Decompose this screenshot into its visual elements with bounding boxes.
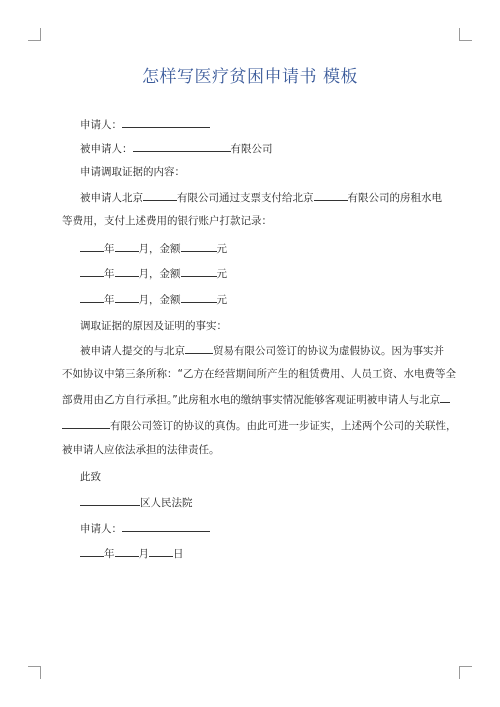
court-suffix: 区人民法院 bbox=[140, 497, 193, 509]
document-title: 怎样写医疗贫困申请书 模板 bbox=[142, 67, 358, 87]
record-year-blank bbox=[80, 241, 104, 252]
paragraph2-line5: 被申请人应依法承担的法律责任。 bbox=[62, 444, 220, 456]
record-month-blank bbox=[115, 241, 139, 252]
respondent-label: 被申请人： bbox=[80, 143, 133, 155]
date-day-blank bbox=[149, 546, 173, 557]
signature-applicant-line bbox=[80, 521, 210, 536]
respondent-suffix: 有限公司 bbox=[230, 143, 273, 155]
date-month-blank bbox=[115, 546, 139, 557]
p2-text-b: 贸易有限公司签订的协议为虚假协议。因为事实并 bbox=[213, 345, 444, 357]
p1-text-c: 有限公司的房租水电 bbox=[347, 192, 442, 204]
evidence-heading: 申请调取证据的内容： bbox=[80, 166, 185, 178]
paragraph2-line2: 不如协议中第三条所称：“乙方在经营期间所产生的租赁费用、人员工资、水电费等全 bbox=[62, 368, 456, 380]
p1-blank-2 bbox=[314, 190, 348, 201]
p2-blank-1 bbox=[185, 343, 213, 354]
record-yuan-label: 元 bbox=[216, 243, 227, 255]
paragraph2-line3 bbox=[62, 392, 450, 407]
p1-text-a: 被申请人北京 bbox=[80, 192, 143, 204]
record-yuan-label: 元 bbox=[216, 268, 227, 280]
applicant-blank bbox=[122, 117, 210, 128]
record-amount-blank bbox=[181, 266, 217, 277]
date-line bbox=[80, 546, 184, 561]
p1-blank-1 bbox=[143, 190, 177, 201]
payment-record-3 bbox=[80, 292, 227, 307]
corner-mark-bottom-right bbox=[459, 666, 472, 679]
paragraph1-line1 bbox=[80, 190, 442, 205]
date-month-label: 月 bbox=[138, 548, 149, 560]
p2-text-a: 被申请人提交的与北京 bbox=[80, 345, 185, 357]
applicant-label: 申请人： bbox=[80, 119, 122, 131]
signature-applicant-label: 申请人： bbox=[80, 523, 122, 535]
p1-text-b: 有限公司通过支票支付给北京 bbox=[177, 192, 314, 204]
payment-record-2 bbox=[80, 266, 227, 281]
court-line bbox=[80, 495, 193, 510]
reason-heading: 调取证据的原因及证明的事实： bbox=[80, 320, 227, 332]
court-blank bbox=[80, 495, 140, 506]
respondent-blank bbox=[133, 141, 231, 152]
applicant-line bbox=[80, 117, 210, 132]
paragraph1-line2: 等费用，支付上述费用的银行账户打款记录： bbox=[62, 215, 272, 227]
p2-blank-2 bbox=[440, 392, 450, 403]
p2-text-e: 有限公司签订的协议的真伪。由此可进一步证实，上述两个公司的关联性， bbox=[110, 420, 457, 432]
record-yuan-label: 元 bbox=[216, 294, 227, 306]
date-day-label: 日 bbox=[173, 548, 184, 560]
date-year-blank bbox=[80, 546, 104, 557]
record-year-label: 年 bbox=[104, 268, 115, 280]
cizhi: 此致 bbox=[80, 471, 101, 483]
record-amount-label: 月，金额 bbox=[138, 294, 181, 306]
respondent-line bbox=[80, 141, 273, 156]
record-year-blank bbox=[80, 266, 104, 277]
p2-text-d: 部费用由乙方自行承担。”此房租水电的缴纳事实情况能够客观证明被申请人与北京 bbox=[62, 394, 441, 406]
paragraph2-line4 bbox=[62, 418, 457, 433]
record-amount-blank bbox=[181, 292, 217, 303]
corner-mark-bottom-left bbox=[28, 666, 41, 679]
corner-mark-top-left bbox=[28, 28, 41, 41]
paragraph2-line1 bbox=[80, 343, 444, 358]
p2-blank-3 bbox=[62, 418, 110, 429]
record-year-blank bbox=[80, 292, 104, 303]
record-amount-blank bbox=[181, 241, 217, 252]
record-month-blank bbox=[115, 292, 139, 303]
signature-applicant-blank bbox=[122, 521, 210, 532]
record-month-blank bbox=[115, 266, 139, 277]
record-amount-label: 月，金额 bbox=[138, 243, 181, 255]
record-amount-label: 月，金额 bbox=[138, 268, 181, 280]
record-year-label: 年 bbox=[104, 243, 115, 255]
corner-mark-top-right bbox=[459, 28, 472, 41]
date-year-label: 年 bbox=[104, 548, 115, 560]
record-year-label: 年 bbox=[104, 294, 115, 306]
payment-record-1 bbox=[80, 241, 227, 256]
